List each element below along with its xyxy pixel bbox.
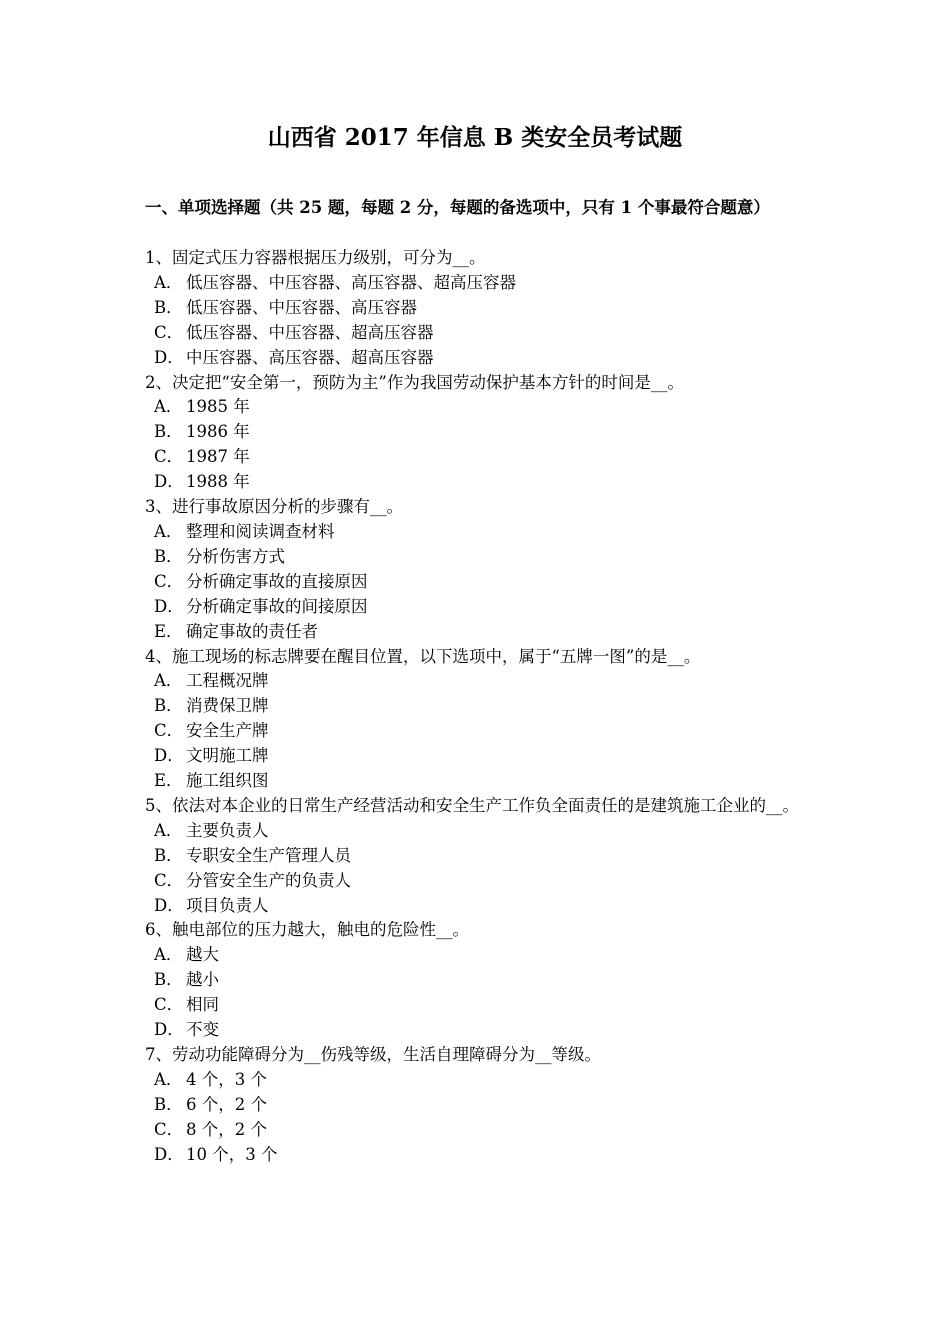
option-letter: C． [154,571,184,591]
question-text: 5、依法对本企业的日常生产经营活动和安全生产工作负全面责任的是建筑施工企业的__。 [145,795,799,815]
answer-option [145,445,811,470]
question-text: 3、进行事故原因分析的步骤有__。 [145,497,403,517]
option-text: 相同 [186,995,219,1015]
option-text: 不变 [186,1020,219,1040]
option-text: 8 个，2 个 [186,1119,267,1139]
answer-option [145,1068,811,1093]
answer-option [145,321,811,346]
option-letter: D． [154,1020,184,1040]
question-item [145,371,811,496]
option-letter: D． [154,347,184,367]
option-letter: E． [154,621,183,641]
option-text: 主要负责人 [186,820,269,840]
option-letter: A． [154,272,183,292]
answer-option [145,894,811,919]
option-letter: C． [154,721,184,741]
question-text: 2、决定把“安全第一，预防为主”作为我国劳动保护基本方针的时间是__。 [145,372,684,392]
option-letter: C． [154,447,184,467]
option-letter: A． [154,521,183,541]
answer-option [145,520,811,545]
option-letter: C． [154,322,184,342]
question-text: 1、固定式压力容器根据压力级别，可分为__。 [145,248,486,267]
question-text: 7、劳动功能障碍分为__伤残等级，生活自理障碍分为__等级。 [145,1045,601,1064]
question-text: 6、触电部位的压力越大，触电的危险性__。 [145,920,469,940]
answer-option [145,271,811,296]
option-letter: D． [154,472,184,492]
option-letter: A． [154,945,183,965]
answer-option [145,844,811,869]
option-text: 中压容器、高压容器、超高压容器 [186,347,434,367]
option-text: 1986 年 [186,422,250,442]
question-item [145,246,811,371]
option-letter: E． [154,771,183,791]
answer-option [145,346,811,371]
answer-option [145,769,811,794]
question-text: 4、施工现场的标志牌要在醒目位置，以下选项中，属于“五牌一图”的是__。 [145,646,701,666]
question-item [145,794,811,919]
option-letter: D． [154,596,184,616]
option-text: 文明施工牌 [186,746,269,766]
answer-option [145,719,811,744]
answer-option [145,694,811,719]
answer-option [145,1118,811,1143]
option-text: 1985 年 [186,397,250,417]
answer-option [145,1093,811,1118]
option-letter: B． [154,1094,183,1114]
option-text: 低压容器、中压容器、超高压容器 [186,322,434,342]
option-letter: C． [154,1119,184,1139]
option-text: 越大 [186,945,219,965]
option-text: 分管安全生产的负责人 [186,870,351,890]
option-letter: A． [154,820,183,840]
option-text: 分析确定事故的间接原因 [186,596,368,616]
answer-option [145,545,811,570]
answer-option [145,395,811,420]
answer-option [145,420,811,445]
option-text: 4 个，3 个 [186,1069,267,1089]
option-text: 6 个，2 个 [186,1094,267,1114]
option-letter: B． [154,845,183,865]
option-letter: B． [154,696,183,716]
option-letter: A． [154,671,183,691]
question-item [145,495,811,644]
option-text: 确定事故的责任者 [186,621,318,641]
answer-option [145,620,811,645]
option-text: 施工组织图 [186,771,269,791]
option-letter: D． [154,1144,184,1164]
answer-option [145,470,811,495]
option-text: 安全生产牌 [186,721,269,741]
option-letter: C． [154,995,184,1015]
option-letter: D． [154,746,184,766]
question-list [145,246,811,1168]
option-letter: B． [154,422,183,442]
answer-option [145,943,811,968]
answer-option [145,669,811,694]
answer-option [145,819,811,844]
option-text: 整理和阅读调查材料 [186,521,335,541]
option-text: 10 个，3 个 [186,1144,278,1164]
question-item [145,645,811,794]
option-letter: C． [154,870,184,890]
option-letter: A． [154,1069,183,1089]
option-text: 低压容器、中压容器、高压容器、超高压容器 [186,272,516,292]
question-item [145,918,811,1043]
answer-option [145,869,811,894]
option-text: 低压容器、中压容器、高压容器 [186,297,417,317]
answer-option [145,1018,811,1043]
option-text: 越小 [186,970,219,990]
option-text: 专职安全生产管理人员 [186,845,351,865]
answer-option [145,968,811,993]
page-title: 山西省 2017 年信息 B 类安全员考试题 [267,124,683,151]
option-letter: D． [154,895,184,915]
answer-option [145,570,811,595]
section-header: 一、单项选择题（共 25 题，每题 2 分，每题的备选项中，只有 1 个事最符合题意） [145,198,770,217]
option-text: 1987 年 [186,447,250,467]
option-text: 工程概况牌 [186,671,269,691]
option-text: 1988 年 [186,472,250,492]
answer-option [145,1143,811,1168]
question-item [145,1043,811,1168]
answer-option [145,744,811,769]
option-text: 分析确定事故的直接原因 [186,571,368,591]
option-text: 项目负责人 [186,895,269,915]
answer-option [145,595,811,620]
answer-option [145,296,811,321]
option-letter: B． [154,297,183,317]
option-text: 分析伤害方式 [186,546,285,566]
answer-option [145,993,811,1018]
option-letter: B． [154,970,183,990]
option-text: 消费保卫牌 [186,696,269,716]
option-letter: B． [154,546,183,566]
option-letter: A． [154,397,183,417]
